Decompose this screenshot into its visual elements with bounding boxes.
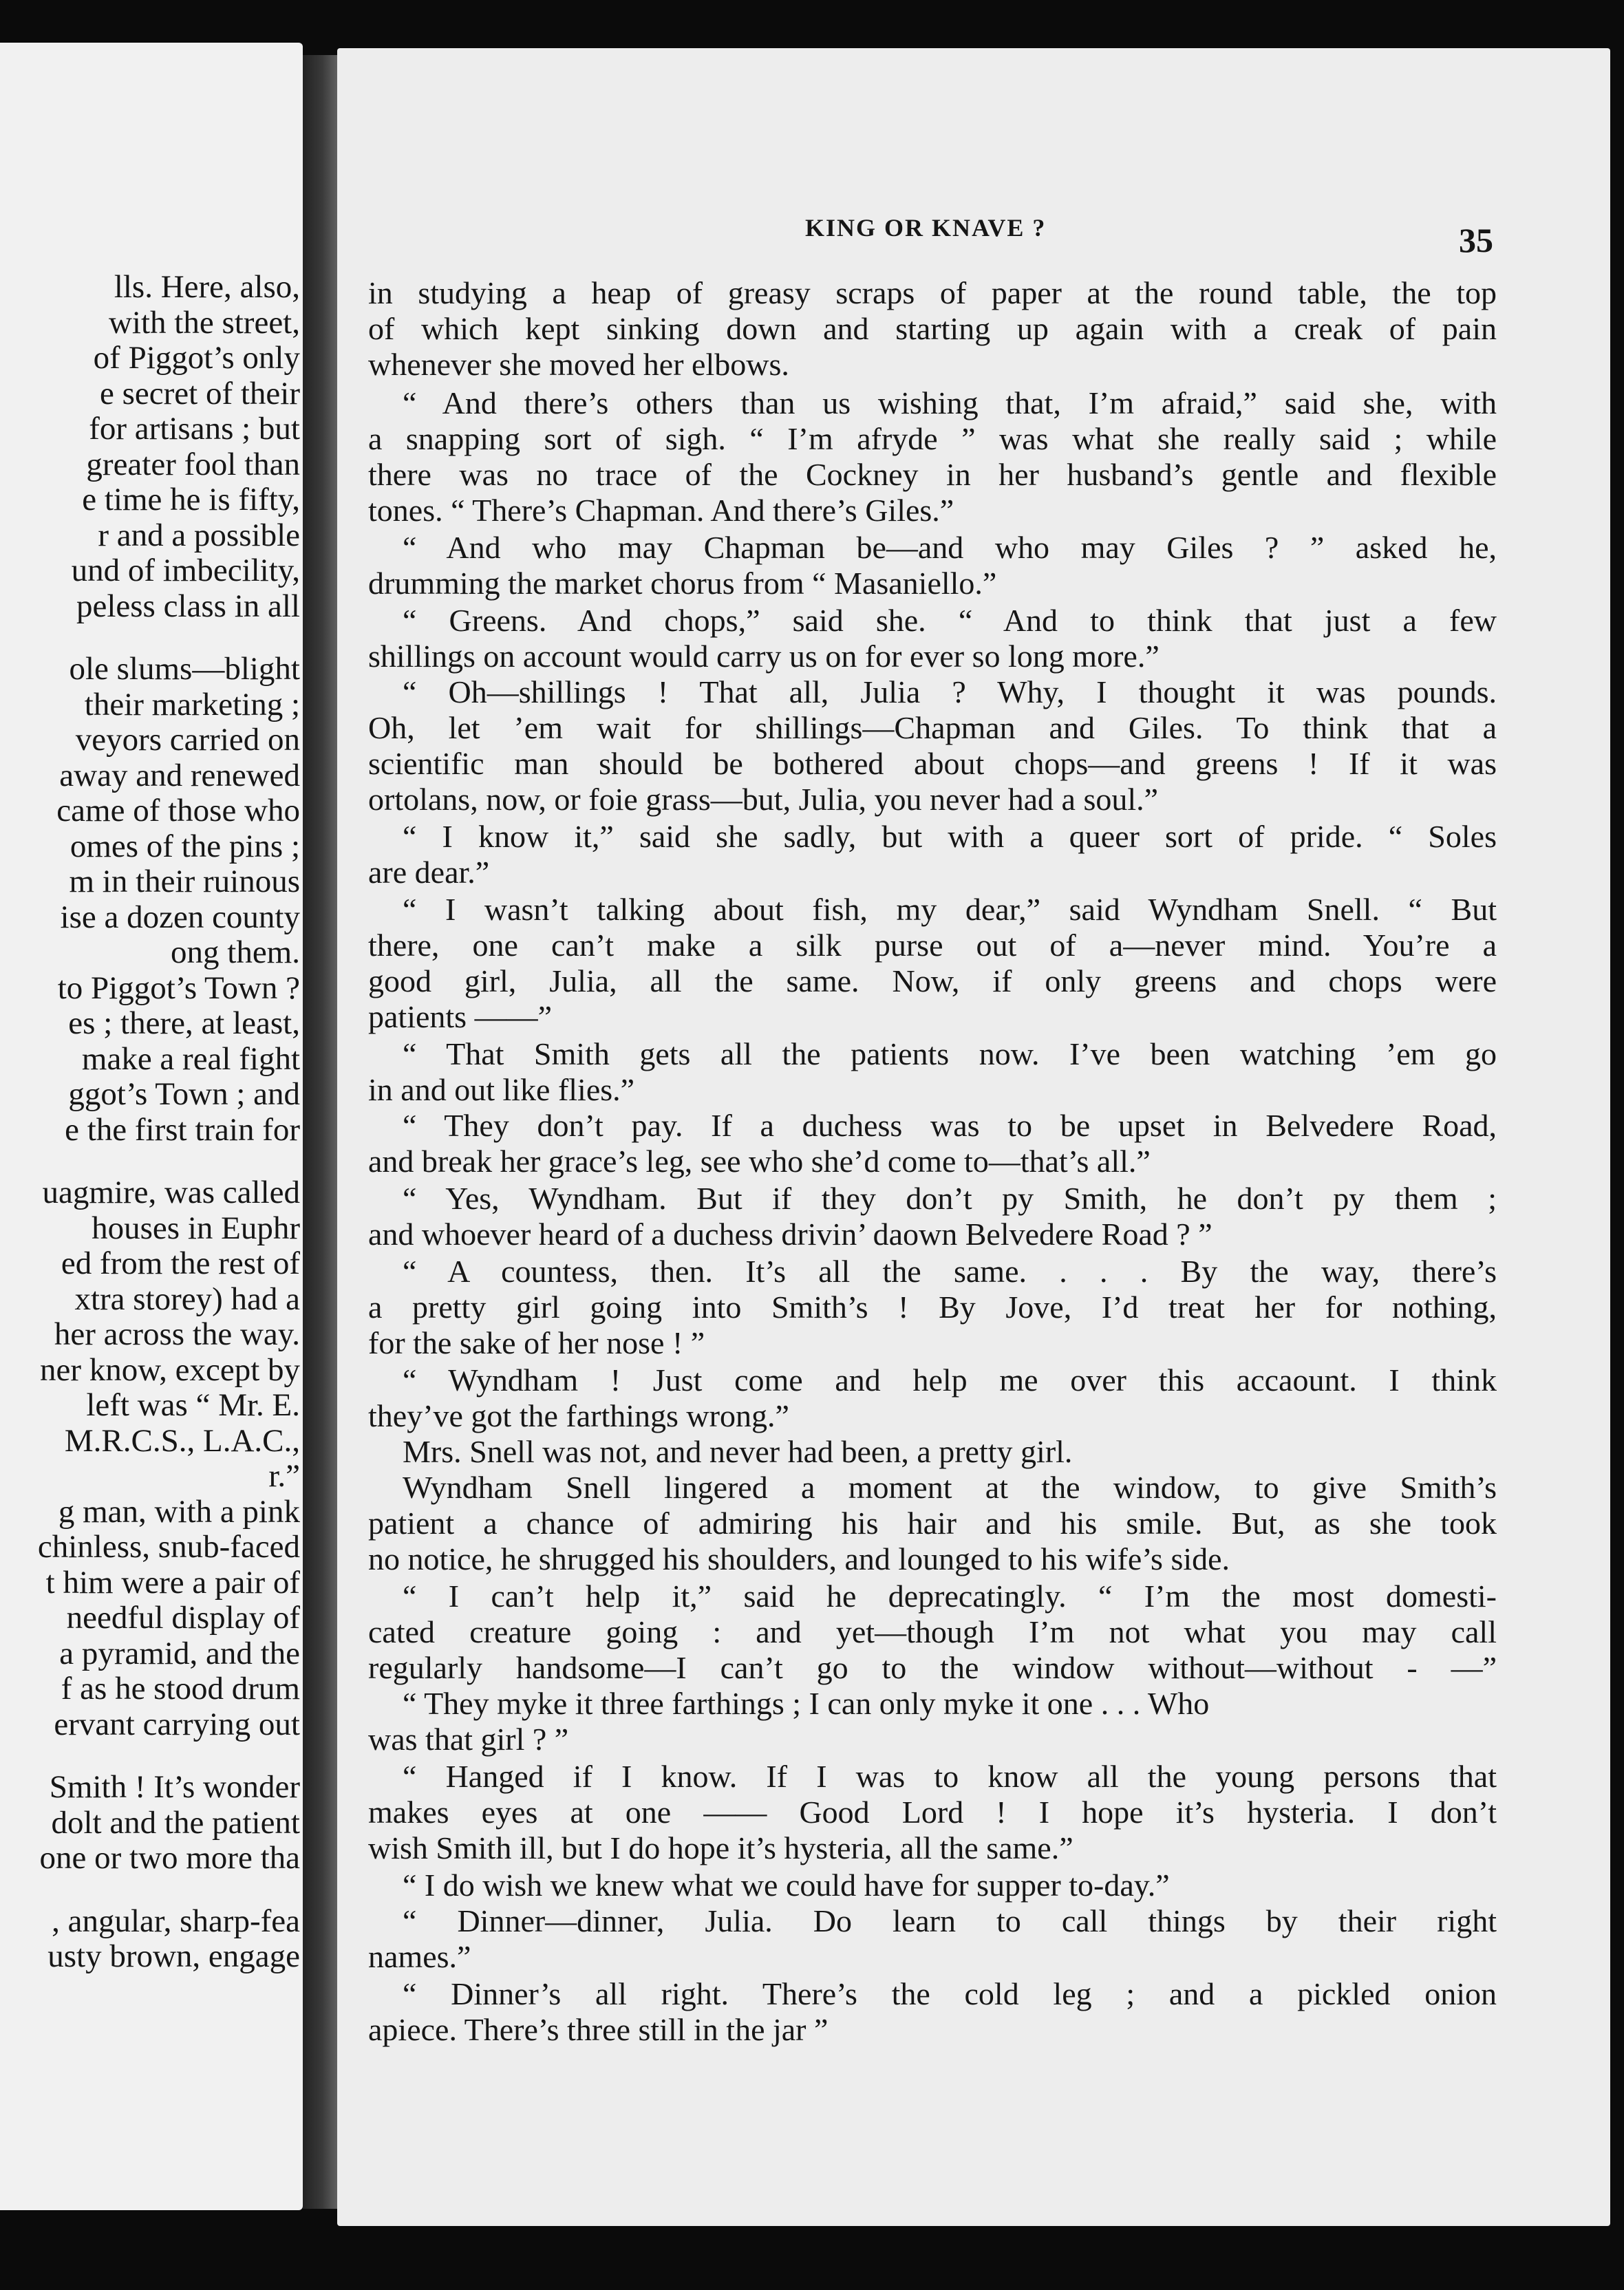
text-line: there, one can’t make a silk purse out of a—never mind. You’re a bbox=[368, 928, 1497, 963]
text-line: was that girl ? ” bbox=[368, 1722, 569, 1757]
page-number: 35 bbox=[1459, 221, 1493, 259]
text-line: they’ve got the farthings wrong.” bbox=[368, 1398, 789, 1433]
previous-page-line: needful display of bbox=[66, 1600, 300, 1636]
previous-page-line: r and a possible bbox=[98, 517, 300, 553]
previous-page-line: ong them. bbox=[171, 934, 300, 970]
text-line: “ Oh—shillings ! That all, Julia ? Why, I thought it was pounds. bbox=[403, 674, 1497, 709]
previous-page-line: away and renewed bbox=[59, 757, 300, 793]
text-line: a pretty girl going into Smith’s ! By Jove, I’d treat her for nothing, bbox=[368, 1290, 1497, 1325]
previous-page-line: their marketing ; bbox=[84, 686, 300, 723]
previous-page-line: one or two more tha bbox=[39, 1840, 300, 1876]
previous-page-line: left was “ Mr. E. bbox=[86, 1387, 300, 1423]
text-line: Wyndham Snell lingered a moment at the window, to give Smith’s bbox=[403, 1470, 1497, 1505]
previous-page-line: es ; there, at least, bbox=[68, 1005, 300, 1041]
previous-page-line: chinless, snub-faced bbox=[37, 1529, 300, 1565]
previous-page-line: uagmire, was called bbox=[42, 1175, 300, 1210]
text-line: “ And who may Chapman be—and who may Giles ? ” asked he, bbox=[403, 530, 1497, 565]
text-line: “ I do wish we knew what we could have for supper to-day.” bbox=[403, 1868, 1170, 1903]
text-line: “ I wasn’t talking about fish, my dear,” said Wyndham Snell. “ But bbox=[403, 892, 1497, 927]
text-line: patient a chance of admiring his hair and his smile. But, as she took bbox=[368, 1506, 1497, 1541]
text-line: shillings on account would carry us on for ever so long more.” bbox=[368, 639, 1160, 674]
previous-page-line: e the first train for bbox=[65, 1111, 300, 1148]
text-line: ortolans, now, or foie grass—but, Julia, you never had a soul.” bbox=[368, 782, 1159, 817]
text-line: in and out like flies.” bbox=[368, 1072, 635, 1107]
previous-page-line: usty brown, engage bbox=[47, 1938, 300, 1974]
text-line: “ And there’s others than us wishing that, I’m afraid,” said she, with bbox=[403, 385, 1497, 420]
previous-page-line: greater fool than bbox=[86, 446, 300, 482]
text-line: for the sake of her nose ! ” bbox=[368, 1325, 705, 1360]
previous-page-line: for artisans ; but bbox=[89, 411, 300, 447]
previous-page-line: ole slums—blight bbox=[69, 651, 300, 687]
text-line: whenever she moved her elbows. bbox=[368, 347, 789, 382]
text-line: names.” bbox=[368, 1939, 471, 1974]
text-line: regularly handsome—I can’t go to the window without—without - —” bbox=[368, 1650, 1497, 1685]
previous-page-line: make a real fight bbox=[81, 1040, 300, 1077]
text-line: “ I know it,” said she sadly, but with a queer sort of pride. “ Soles bbox=[403, 819, 1497, 854]
previous-page-line: ise a dozen county bbox=[60, 899, 300, 935]
previous-page-line: peless class in all bbox=[76, 588, 300, 624]
previous-page-line: , angular, sharp-fea bbox=[52, 1903, 300, 1939]
previous-page-line: ervant carrying out bbox=[54, 1706, 300, 1742]
previous-page-line: a pyramid, and the bbox=[59, 1635, 300, 1671]
text-line: and break her grace’s leg, see who she’d come to—that’s all.” bbox=[368, 1144, 1151, 1179]
previous-page-line: und of imbecility, bbox=[71, 553, 300, 588]
previous-page-line: g man, with a pink bbox=[58, 1493, 300, 1530]
text-line: scientific man should be bothered about chops—and greens ! If it was bbox=[368, 746, 1497, 781]
text-line: Oh, let ’em wait for shillings—Chapman and Giles. To think that a bbox=[368, 710, 1497, 745]
text-line: apiece. There’s three still in the jar ” bbox=[368, 2012, 829, 2047]
text-line: Mrs. Snell was not, and never had been, a pretty girl. bbox=[403, 1434, 1073, 1469]
text-line: a snapping sort of sigh. “ I’m afryde ” was what she really said ; while bbox=[368, 421, 1497, 456]
previous-page-line: Smith ! It’s wonder bbox=[49, 1769, 300, 1805]
previous-page-line: xtra storey) had a bbox=[74, 1281, 300, 1317]
text-line: no notice, he shrugged his shoulders, and lounged to his wife’s side. bbox=[368, 1541, 1230, 1576]
text-line: “ Hanged if I know. If I was to know all the young persons that bbox=[403, 1759, 1497, 1794]
text-line: of which kept sinking down and starting up again with a creak of pain bbox=[368, 311, 1497, 346]
previous-page-line: lls. Here, also, bbox=[114, 269, 300, 305]
running-head: KING OR KNAVE ? bbox=[805, 214, 1047, 242]
previous-page-line: ggot’s Town ; and bbox=[68, 1076, 300, 1112]
previous-page-line: r.” bbox=[268, 1458, 300, 1494]
previous-page-line: M.R.C.S., L.A.C., bbox=[64, 1422, 300, 1459]
text-line: tones. “ There’s Chapman. And there’s Giles.” bbox=[368, 493, 954, 528]
previous-page-line: her across the way. bbox=[54, 1316, 300, 1352]
previous-page-line: f as he stood drum bbox=[61, 1671, 300, 1706]
text-line: “ Yes, Wyndham. But if they don’t py Smith, he don’t py them ; bbox=[403, 1181, 1497, 1216]
previous-page bbox=[0, 43, 303, 2210]
text-line: makes eyes at one —— Good Lord ! I hope it’s hysteria. I don’t bbox=[368, 1795, 1497, 1830]
text-line: “ Greens. And chops,” said she. “ And to think that just a few bbox=[403, 603, 1497, 638]
previous-page-line: omes of the pins ; bbox=[70, 828, 300, 864]
previous-page-line: houses in Euphr bbox=[92, 1210, 300, 1246]
text-line: “ They don’t pay. If a duchess was to be upset in Belvedere Road, bbox=[403, 1108, 1497, 1143]
text-line: “ A countess, then. It’s all the same. . . . By the way, there’s bbox=[403, 1254, 1497, 1289]
text-line: “ Dinner’s all right. There’s the cold leg ; and a pickled onion bbox=[403, 1976, 1497, 2011]
text-line: in studying a heap of greasy scraps of paper at the round table, the top bbox=[368, 275, 1497, 310]
previous-page-line: ed from the rest of bbox=[61, 1245, 300, 1281]
text-line: cated creature going : and yet—though I’m not what you may call bbox=[368, 1614, 1497, 1649]
text-line: “ Wyndham ! Just come and help me over this accaount. I think bbox=[403, 1362, 1497, 1398]
text-line: wish Smith ill, but I do hope it’s hysteria, all the same.” bbox=[368, 1830, 1073, 1865]
previous-page-line: t him were a pair of bbox=[45, 1564, 300, 1601]
text-line: patients ——” bbox=[368, 999, 552, 1034]
previous-page-line: came of those who bbox=[56, 793, 300, 828]
previous-page-line: ner know, except by bbox=[39, 1351, 300, 1388]
text-line: “ Dinner—dinner, Julia. Do learn to call things by their right bbox=[403, 1903, 1497, 1938]
text-line: drumming the market chorus from “ Masaniello.” bbox=[368, 566, 997, 601]
text-line: are dear.” bbox=[368, 855, 490, 890]
previous-page-line: dolt and the patient bbox=[51, 1804, 300, 1841]
text-line: “ I can’t help it,” said he deprecatingly. “ I’m the most domesti- bbox=[403, 1579, 1497, 1614]
previous-page-line: of Piggot’s only bbox=[93, 340, 300, 376]
previous-page-line: veyors carried on bbox=[75, 722, 300, 758]
text-line: and whoever heard of a duchess drivin’ daown Belvedere Road ? ” bbox=[368, 1217, 1212, 1252]
text-line: “ That Smith gets all the patients now. I’ve been watching ’em go bbox=[403, 1036, 1497, 1071]
previous-page-line: e time he is fifty, bbox=[82, 482, 300, 517]
previous-page-line: e secret of their bbox=[100, 375, 300, 411]
text-line: “ They myke it three farthings ; I can only myke it one . . . Who bbox=[403, 1686, 1210, 1721]
text-line: there was no trace of the Cockney in her husband’s gentle and flexible bbox=[368, 457, 1497, 492]
text-line: good girl, Julia, all the same. Now, if only greens and chops were bbox=[368, 963, 1497, 998]
previous-page-line: m in their ruinous bbox=[69, 864, 300, 899]
previous-page-line: with the street, bbox=[108, 304, 300, 341]
previous-page-line: to Piggot’s Town ? bbox=[57, 970, 300, 1006]
